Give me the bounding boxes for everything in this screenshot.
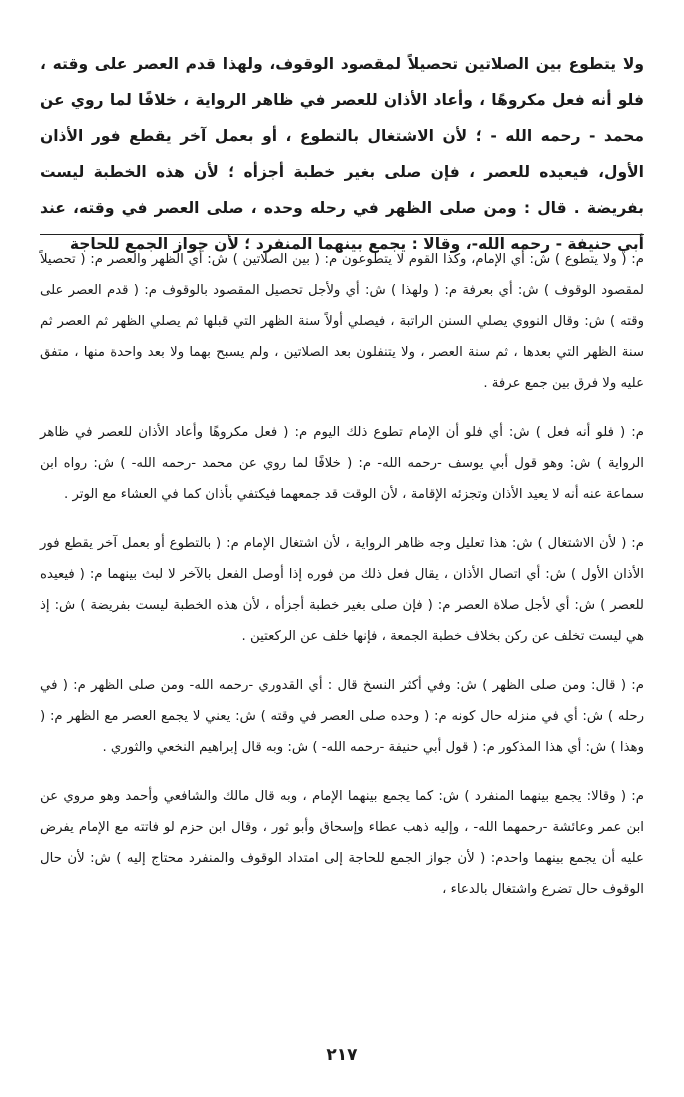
commentary-paragraph-1: م: ( ولا يتطوع ) ش: أي الإمام، وكذا القوم لا يتطوعون م: ( بين الصلاتين ) ش: أي الظهر والعصر م: ( تحصيلاً لمقصود الوقوف ) ش: أي بعرفة م: ( ولهذا ) ش: أي ولأجل تحصيل المقصود بالوقوف م: ( قدم العصر على وقته ) ش: وقال النووي يصلي السنن الراتبة ، فيصلي أولاً سنة الظهر التي قبلها ثم يصلي الظهر ثم العصر ثم سنة الظهر التي بعدها ، ثم سنة العصر ، ولا يتنفلون بعد الصلاتين ، ولم يسبح بهما ولا بعد واحدة منها ، متفق عليه ولا فرق بين جمع عرفة . bbox=[40, 252, 644, 391]
commentary-paragraph-3: م: ( لأن الاشتغال ) ش: هذا تعليل وجه ظاهر الرواية ، لأن اشتغال الإمام م: ( بالتطوع أو بعمل آخر يقطع فور الأذان الأول ) ش: أي اتصال الأذان ، يقال فعل ذلك من فوره إذا أوصل الفعل بالآخر لا لبث بينهما م: ( فيعيده للعصر ) ش: أي لأجل صلاة العصر م: ( فإن صلى بغير خطبة أجزأه ، لأن هذه الخطبة ليست بفريضة ) ش: إذ هي ليست تخلف عن ركن بخلاف خطبة الجمعة ، فإنها خلف عن الركعتين . bbox=[40, 536, 644, 644]
commentary-paragraph-4: م: ( قال: ومن صلى الظهر ) ش: وفي أكثر النسخ قال : أي القدوري -رحمه الله- ومن صلى الظهر م: ( في رحله ) ش: أي في منزله حال كونه م: ( وحده صلى العصر في وقته ) ش: يعني لا يجمع العصر مع الظهر م: ( وهذا ) ش: أي هذا المذكور م: ( قول أبي حنيفة -رحمه الله- ) ش: وبه قال إبراهيم النخعي والثوري . bbox=[40, 678, 644, 755]
commentary-block bbox=[40, 244, 644, 923]
page-number: ٢١٧ bbox=[326, 1045, 358, 1065]
commentary-paragraph-2: م: ( فلو أنه فعل ) ش: أي فلو أن الإمام تطوع ذلك اليوم م: ( فعل مكروهًا وأعاد الأذان للعصر في ظاهر الرواية ) ش: وهو قول أبي يوسف -رحمه الله- م: ( خلافًا لما روي عن محمد -رحمه الله- ) ش: رواه ابن سماعة عنه أنه لا يعيد الأذان وتجزئه الإقامة ، لأن الوقت قد جمعهما فيكتفي بأذان كما في العشاء مع الوتر . bbox=[40, 425, 644, 502]
main-text-block bbox=[40, 46, 644, 262]
main-text-paragraph: ولا يتطوع بين الصلاتين تحصيلاً لمقصود الوقوف، ولهذا قدم العصر على وقته ، فلو أنه فعل مكروهًا ، وأعاد الأذان للعصر في ظاهر الرواية ، خلافًا لما روي عن محمد - رحمه الله - ؛ لأن الاشتغال بالتطوع ، أو بعمل آخر يقطع فور الأذان الأول، فيعيده للعصر ، فإن صلى بغير خطبة أجزأه ؛ لأن هذه الخطبة ليست بفريضة . قال : ومن صلى الظهر في رحله وحده ، صلى العصر في وقته، عند أبي حنيفة - رحمه الله-، وقالا : يجمع بينهما المنفرد ؛ لأن جواز الجمع للحاجة bbox=[40, 55, 644, 253]
section-divider bbox=[40, 234, 644, 235]
commentary-paragraph-5: م: ( وقالا: يجمع بينهما المنفرد ) ش: كما يجمع بينهما الإمام ، وبه قال مالك والشافعي وأحمد وهو مروي عن ابن عمر وعائشة -رحمهما الله- ، وإليه ذهب عطاء وإسحاق وأبو ثور ، وقال ابن حزم لو فاتته مع الإمام يفرض عليه أن يجمع بينهما واحدم: ( لأن جواز الجمع للحاجة إلى امتداد الوقوف والمنفرد محتاج إليه ) ش: لأن حال الوقوف حال تضرع واشتغال بالدعاء ، bbox=[40, 789, 644, 897]
